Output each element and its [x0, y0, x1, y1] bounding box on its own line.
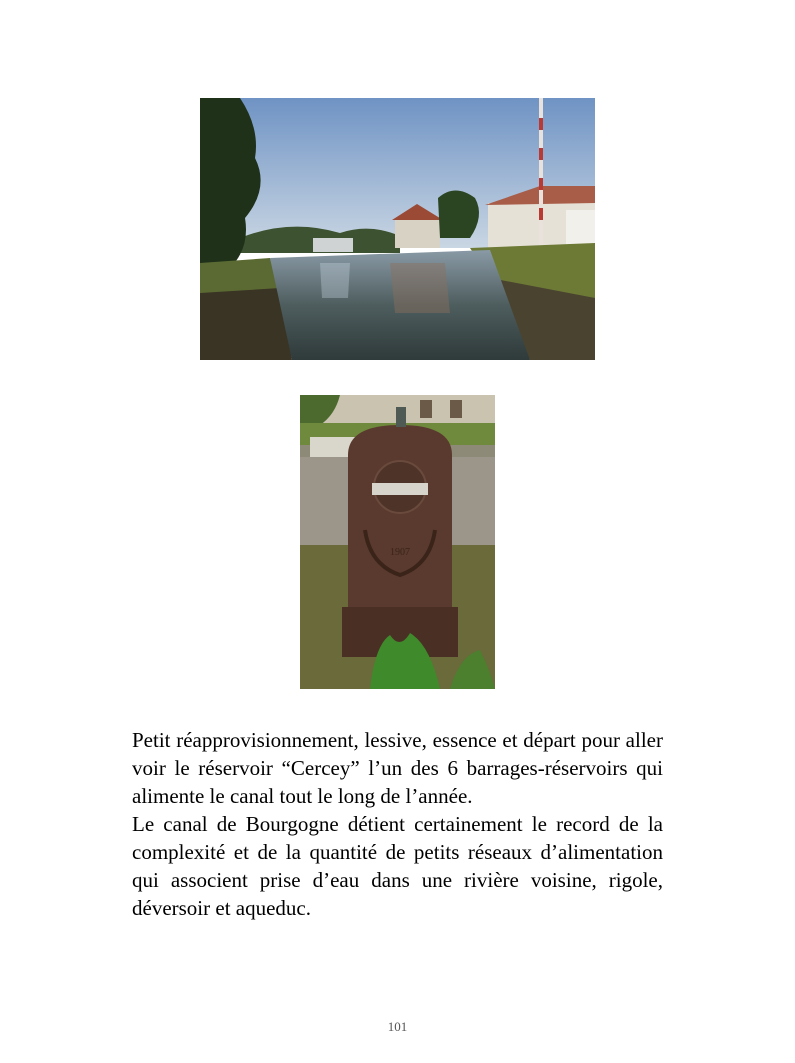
- canal-photo-svg: [200, 98, 595, 360]
- marker-year: 1907: [390, 547, 410, 558]
- paragraph-2: Le canal de Bourgogne détient certainement le record de la complexité et de la quantité de petits réseaux d’alimentation qui associent prise d’eau dans une rivière voisine, rigole, déversoir et aqueduc.: [132, 812, 663, 920]
- pipe: [396, 407, 406, 427]
- garage-door: [566, 210, 595, 246]
- body-text: [132, 726, 663, 922]
- house-1: [395, 218, 440, 248]
- marker-photo: [300, 395, 495, 689]
- page-number: 101: [387, 1019, 408, 1034]
- tap: [372, 483, 428, 495]
- left-wall: [200, 288, 292, 360]
- reflection: [390, 263, 450, 313]
- marker-photo-svg: [300, 395, 495, 689]
- canal-photo: [200, 98, 595, 360]
- middle-tree: [438, 191, 479, 239]
- iron-marker: [348, 425, 452, 607]
- paragraph-1: Petit réapprovisionnement, lessive, essence et départ pour aller voir le réservoir “Cercey” l’un des 6 barrages-réservoirs qui alimente le canal tout le long de l’année.: [132, 728, 663, 808]
- low-building: [313, 238, 353, 252]
